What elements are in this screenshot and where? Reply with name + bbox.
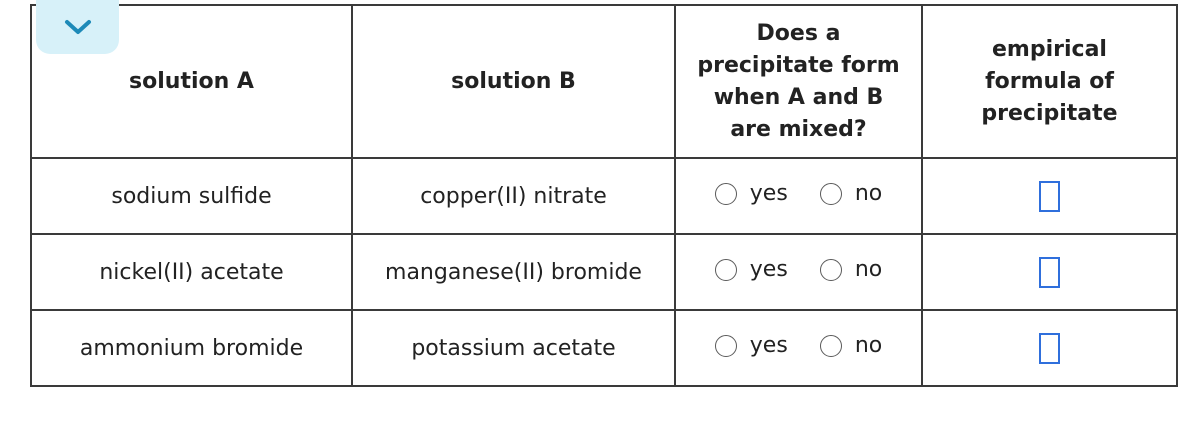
yes-radio-option[interactable] (715, 257, 788, 282)
precipitate-choice-cell (675, 234, 922, 310)
no-radio-option[interactable] (820, 181, 882, 206)
precipitate-radio-group (715, 333, 882, 358)
yes-radio[interactable] (715, 335, 737, 357)
no-label: no (854, 181, 883, 207)
header-formula-line: empirical (992, 36, 1107, 62)
yes-label: yes (749, 181, 788, 207)
precipitate-radio-group (715, 257, 882, 282)
yes-radio[interactable] (715, 259, 737, 281)
solution-a-cell: sodium sulfide (31, 158, 352, 234)
solution-b-cell: potassium acetate (352, 310, 675, 386)
empirical-formula-input[interactable] (1039, 333, 1060, 364)
header-formula-line: precipitate (981, 100, 1118, 126)
no-radio-option[interactable] (820, 333, 882, 358)
no-radio[interactable] (820, 335, 842, 357)
header-question-line: Does a (756, 20, 841, 46)
solution-a-cell: nickel(II) acetate (31, 234, 352, 310)
header-solution-b-label: solution B (451, 68, 576, 94)
empirical-formula-cell (922, 158, 1177, 234)
collapse-toggle-button[interactable] (36, 0, 119, 54)
table-row (31, 158, 1177, 234)
header-row (31, 5, 1177, 158)
table-row (31, 234, 1177, 310)
solution-b-cell: manganese(II) bromide (352, 234, 675, 310)
yes-radio-option[interactable] (715, 333, 788, 358)
chevron-down-icon (63, 17, 93, 37)
no-radio-option[interactable] (820, 257, 882, 282)
header-question-line: are mixed? (730, 116, 867, 142)
yes-label: yes (749, 257, 788, 283)
header-precipitate-question (675, 5, 922, 158)
header-formula-line: formula of (985, 68, 1114, 94)
precipitate-choice-cell (675, 310, 922, 386)
empirical-formula-input[interactable] (1039, 257, 1060, 288)
header-empirical-formula (922, 5, 1177, 158)
table-row (31, 310, 1177, 386)
yes-label: yes (749, 333, 788, 359)
header-solution-b (352, 5, 675, 158)
header-solution-a-label: solution A (129, 68, 254, 94)
empirical-formula-input[interactable] (1039, 181, 1060, 212)
yes-radio-option[interactable] (715, 181, 788, 206)
precipitate-choice-cell (675, 158, 922, 234)
header-question-line: when A and B (713, 84, 884, 110)
no-radio[interactable] (820, 183, 842, 205)
yes-radio[interactable] (715, 183, 737, 205)
empirical-formula-cell (922, 310, 1177, 386)
no-label: no (854, 333, 883, 359)
solution-b-cell: copper(II) nitrate (352, 158, 675, 234)
header-question-line: precipitate form (697, 52, 900, 78)
no-label: no (854, 257, 883, 283)
empirical-formula-cell (922, 234, 1177, 310)
solution-a-cell: ammonium bromide (31, 310, 352, 386)
no-radio[interactable] (820, 259, 842, 281)
solutions-table (30, 4, 1178, 387)
precipitate-radio-group (715, 181, 882, 206)
